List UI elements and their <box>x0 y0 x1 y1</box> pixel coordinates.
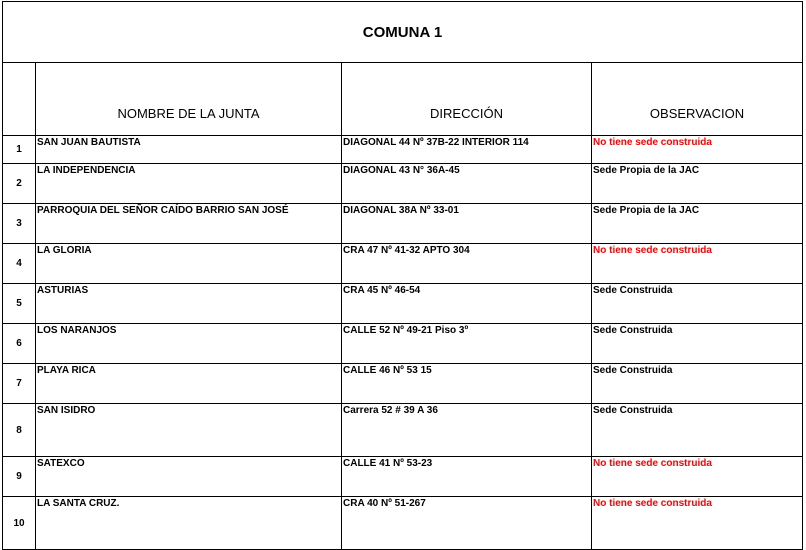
junta-address: DIAGONAL 44 Nº 37B-22 INTERIOR 114 <box>342 136 592 164</box>
table-row <box>3 284 803 324</box>
table-row <box>3 457 803 497</box>
row-number: 3 <box>3 204 36 244</box>
table-row <box>3 204 803 244</box>
table-row <box>3 136 803 164</box>
row-number: 5 <box>3 284 36 324</box>
table-row <box>3 244 803 284</box>
row-number: 10 <box>3 497 36 550</box>
table-row <box>3 164 803 204</box>
header-observacion: OBSERVACION <box>592 63 803 136</box>
header-nombre: NOMBRE DE LA JUNTA <box>36 63 342 136</box>
junta-name: SATEXCO <box>36 457 342 497</box>
junta-name: LA SANTA CRUZ. <box>36 497 342 550</box>
row-number: 2 <box>3 164 36 204</box>
junta-address: DIAGONAL 43 N° 36A-45 <box>342 164 592 204</box>
table-row <box>3 364 803 404</box>
junta-name: SAN JUAN BAUTISTA <box>36 136 342 164</box>
header-row <box>3 63 803 136</box>
junta-name: LA INDEPENDENCIA <box>36 164 342 204</box>
junta-observation: Sede Propia de la JAC <box>592 204 803 244</box>
junta-observation: Sede Construida <box>592 284 803 324</box>
junta-address: DIAGONAL 38A Nº 33-01 <box>342 204 592 244</box>
junta-address: CRA 40 Nº 51-267 <box>342 497 592 550</box>
junta-address: CRA 45 Nº 46-54 <box>342 284 592 324</box>
junta-observation: No tiene sede construida <box>592 244 803 284</box>
junta-observation: No tiene sede construida <box>592 136 803 164</box>
junta-name: LOS NARANJOS <box>36 324 342 364</box>
title-row <box>3 2 803 63</box>
row-number: 8 <box>3 404 36 457</box>
junta-address: CALLE 41 Nº 53-23 <box>342 457 592 497</box>
junta-address: CALLE 52 Nº 49-21 Piso 3º <box>342 324 592 364</box>
junta-address: CRA 47 Nº 41-32 APTO 304 <box>342 244 592 284</box>
junta-name: SAN ISIDRO <box>36 404 342 457</box>
junta-observation: Sede Propia de la JAC <box>592 164 803 204</box>
junta-name: LA GLORIA <box>36 244 342 284</box>
junta-observation: Sede Construida <box>592 364 803 404</box>
junta-observation: Sede Construida <box>592 404 803 457</box>
junta-observation: Sede Construida <box>592 324 803 364</box>
table-title: COMUNA 1 <box>3 2 803 63</box>
junta-name: PLAYA RICA <box>36 364 342 404</box>
juntas-table <box>2 1 803 550</box>
junta-observation: No tiene sede construida <box>592 497 803 550</box>
row-number: 7 <box>3 364 36 404</box>
header-direccion: DIRECCIÓN <box>342 63 592 136</box>
table-row <box>3 324 803 364</box>
row-number: 6 <box>3 324 36 364</box>
junta-address: CALLE 46 Nº 53 15 <box>342 364 592 404</box>
header-num-cell <box>3 63 36 136</box>
junta-name: PARROQUIA DEL SEÑOR CAÍDO BARRIO SAN JOSÉ <box>36 204 342 244</box>
junta-name: ASTURIAS <box>36 284 342 324</box>
row-number: 4 <box>3 244 36 284</box>
junta-observation: No tiene sede construida <box>592 457 803 497</box>
table-row <box>3 404 803 457</box>
junta-address: Carrera 52 # 39 A 36 <box>342 404 592 457</box>
row-number: 1 <box>3 136 36 164</box>
row-number: 9 <box>3 457 36 497</box>
table-row <box>3 497 803 550</box>
